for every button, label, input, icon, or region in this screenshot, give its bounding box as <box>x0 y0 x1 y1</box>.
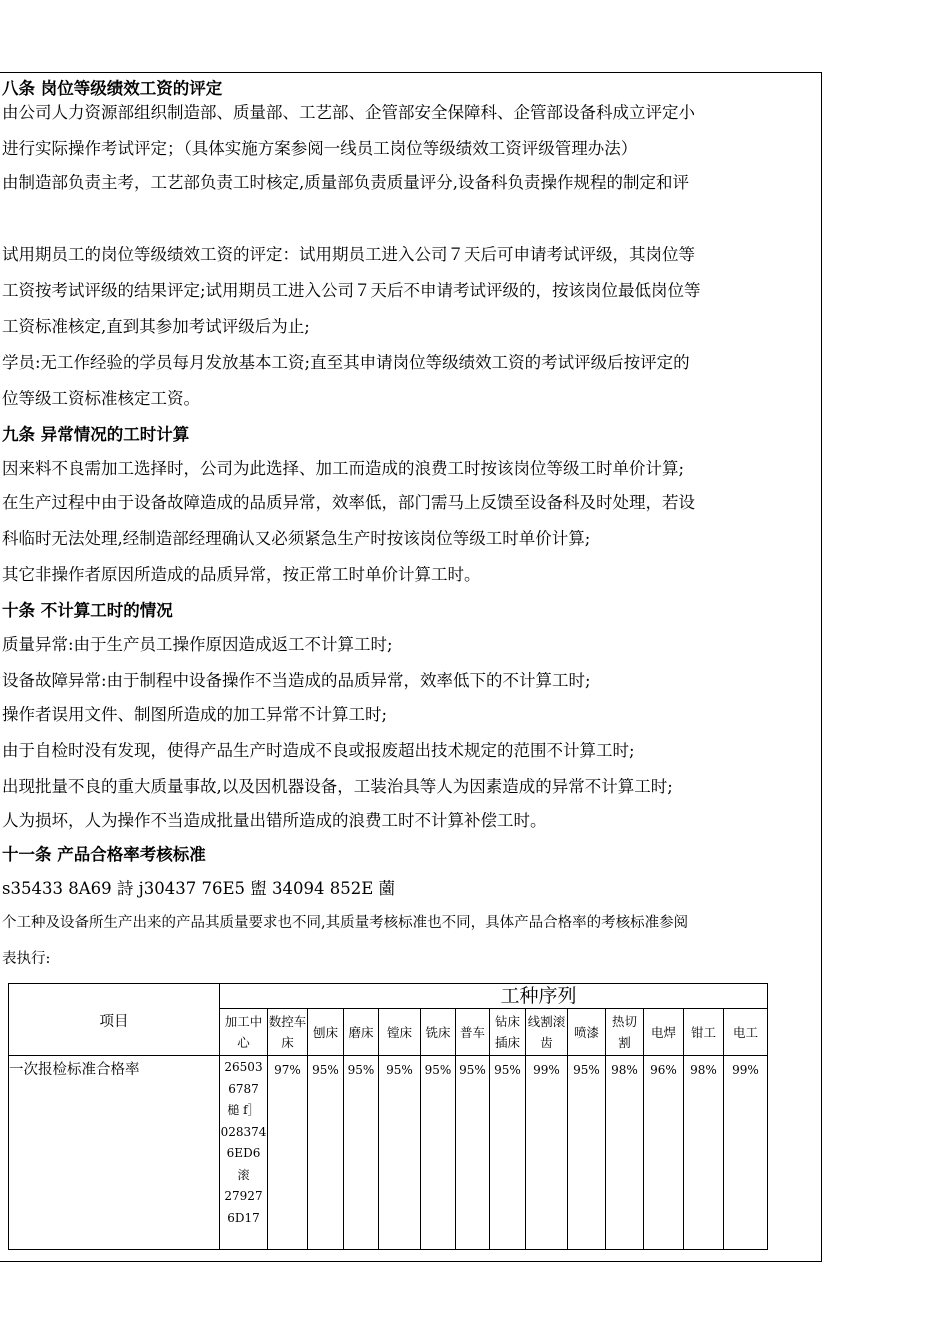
text-line: 操作者误用文件、制图所造成的加工异常不计算工时; <box>2 705 388 724</box>
table-cell-value: 95% <box>379 1056 421 1250</box>
text-line: 进行实际操作考试评定；（具体实施方案参阅一线员工岗位等级绩效工资评级管理办法） <box>2 139 638 158</box>
column-header: 电焊 <box>644 1009 684 1056</box>
text-line: 质量异常:由于生产员工操作原因造成返工不计算工时; <box>2 635 393 654</box>
column-header: 钻床插床 <box>490 1009 526 1056</box>
text-line: 设备故障异常:由于制程中设备操作不当造成的品质异常，效率低下的不计算工时; <box>2 671 591 690</box>
column-header: 热切割 <box>606 1009 644 1056</box>
section-heading: 十一条 产品合格率考核标准 <box>2 845 206 864</box>
table-cell-value: 95% <box>568 1056 606 1250</box>
text-line: 学员:无工作经验的学员每月发放基本工资;直至其申请岗位等级绩效工资的考试评级后按评定的 <box>2 353 690 372</box>
text-line: 工资按考试评级的结果评定;试用期员工进入公司７天后不申请考试评级的，按该岗位最低岗位等 <box>2 281 701 300</box>
table-cell-value: 99% <box>724 1056 768 1250</box>
column-header: 铣床 <box>421 1009 456 1056</box>
stack-text: 6787 <box>228 1081 259 1096</box>
column-header: 镗床 <box>379 1009 421 1056</box>
stack-text: 滚 <box>237 1167 250 1182</box>
column-header: 数控车床 <box>268 1009 308 1056</box>
column-header: 喷漆 <box>568 1009 606 1056</box>
stack-text: 槌 f］ <box>227 1103 260 1117</box>
table-cell-value: 97% <box>268 1056 308 1250</box>
text-line: s35433 8A69 詩 j30437 76E5 盥 34094 852E 薗 <box>2 879 395 898</box>
text-line: 在生产过程中由于设备故障造成的品质异常，效率低，部门需马上反馈至设备科及时处理，若设 <box>2 493 695 512</box>
stack-text: 6D17 <box>227 1210 260 1225</box>
stack-text: 26503 <box>224 1060 263 1074</box>
stack-text: 028374 <box>220 1124 267 1139</box>
text-line: 表执行: <box>2 951 51 967</box>
table-cell-value: 98% <box>606 1056 644 1250</box>
text-line: 因来料不良需加工选择时，公司为此选择、加工而造成的浪费工时按该岗位等级工时单价计算; <box>2 459 685 478</box>
column-header: 刨床 <box>308 1009 344 1056</box>
text-line: 个工种及设备所生产出来的产品其质量要求也不同,其质量考核标准也不同，具体产品合格率的考核标准参阅 <box>2 915 689 931</box>
stack-text: 6ED6 <box>226 1146 261 1160</box>
column-header: 加工中心 <box>220 1009 268 1056</box>
text-line: 试用期员工的岗位等级绩效工资的评定：试用期员工进入公司７天后可申请考试评级，其岗位等 <box>2 245 695 264</box>
column-header: 电工 <box>724 1009 768 1056</box>
section-heading: 九条 异常情况的工时计算 <box>2 425 190 444</box>
section-heading: 十条 不计算工时的情况 <box>2 601 173 620</box>
table-cell-stack <box>220 1056 268 1250</box>
table-cell-value: 99% <box>526 1056 568 1250</box>
text-line: 出现批量不良的重大质量事故,以及因机器设备，工装治具等人为因素造成的异常不计算工时; <box>2 777 673 796</box>
document-frame <box>0 72 822 1262</box>
table-cell-value: 96% <box>644 1056 684 1250</box>
text-line: 位等级工资标准核定工资。 <box>2 389 200 408</box>
section-heading: 八条 岗位等级绩效工资的评定 <box>2 79 223 98</box>
stack-text: 27927 <box>224 1189 263 1203</box>
table-row-label: 一次报检标准合格率 <box>9 1056 220 1250</box>
table-item-header: 项目 <box>9 984 220 1056</box>
table-series-header: 工种序列 <box>220 984 768 1009</box>
table-cell-value: 98% <box>684 1056 724 1250</box>
column-header: 钳工 <box>684 1009 724 1056</box>
column-header: 线割滚齿 <box>526 1009 568 1056</box>
table-cell-value: 95% <box>490 1056 526 1250</box>
text-line: 由于自检时没有发现，使得产品生产时造成不良或报废超出技术规定的范围不计算工时; <box>2 741 635 760</box>
text-line: 工资标准核定,直到其参加考试评级后为止; <box>2 317 310 336</box>
table-cell-value: 95% <box>456 1056 490 1250</box>
text-line: 由制造部负责主考，工艺部负责工时核定,质量部负责质量评分,设备科负责操作规程的制定和评 <box>2 173 689 192</box>
text-line: 科临时无法处理,经制造部经理确认又必须紧急生产时按该岗位等级工时单价计算; <box>2 529 591 548</box>
text-line: 其它非操作者原因所造成的品质异常，按正常工时单价计算工时。 <box>2 565 481 584</box>
text-line: 由公司人力资源部组织制造部、质量部、工艺部、企管部安全保障科、企管部设备科成立评定小 <box>2 103 695 122</box>
column-header: 磨床 <box>344 1009 379 1056</box>
table-cell-value: 95% <box>308 1056 344 1250</box>
column-header: 普车 <box>456 1009 490 1056</box>
table-cell-value: 95% <box>421 1056 456 1250</box>
table-cell-value: 95% <box>344 1056 379 1250</box>
text-line: 人为损坏，人为操作不当造成批量出错所造成的浪费工时不计算补偿工时。 <box>2 811 547 830</box>
qualification-rate-table <box>8 983 768 1250</box>
